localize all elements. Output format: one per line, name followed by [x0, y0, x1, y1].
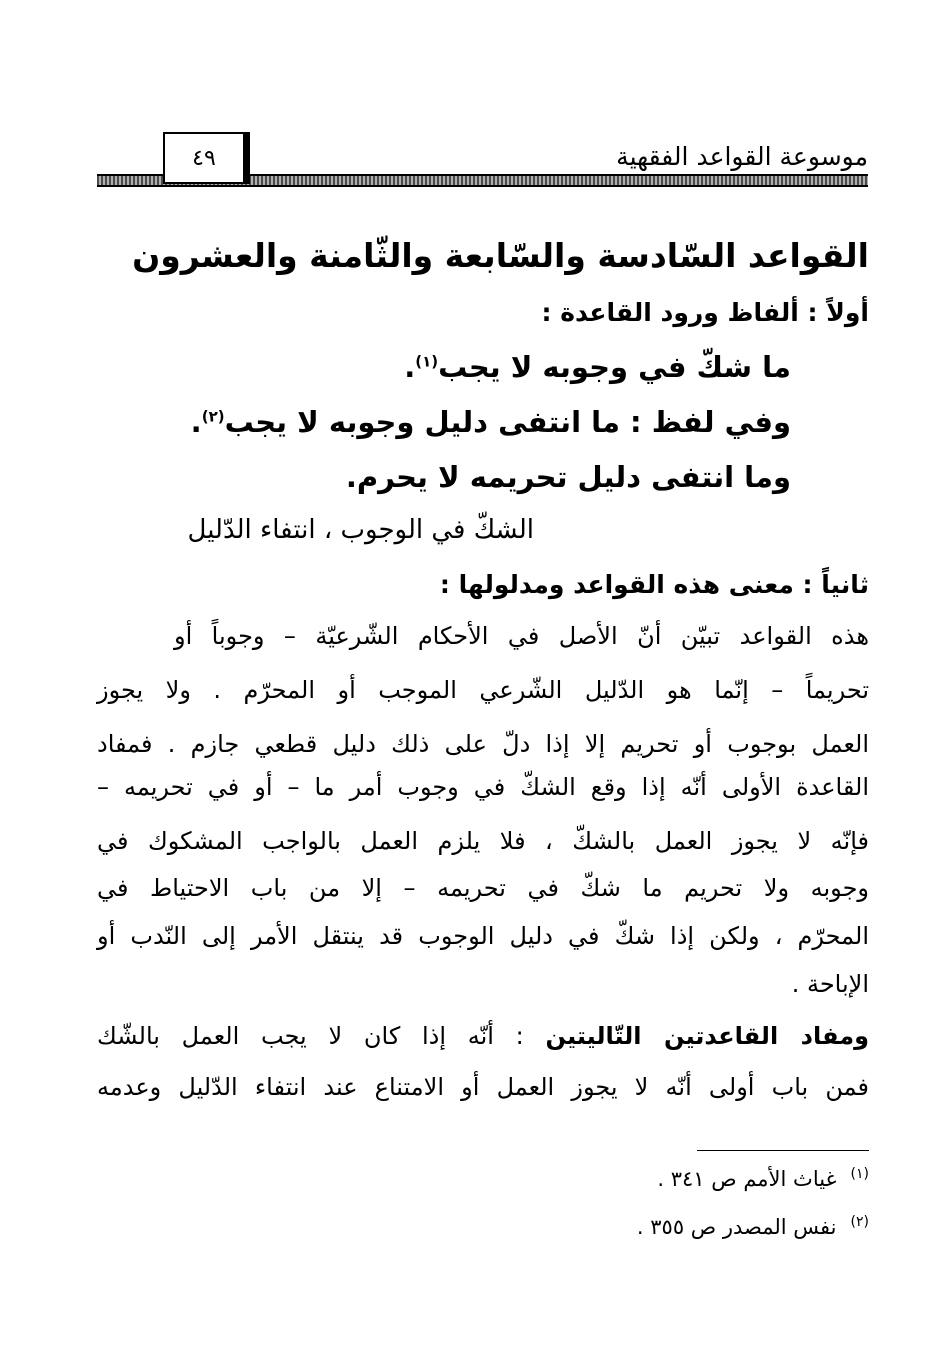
page-number: ٤٩ — [192, 145, 216, 171]
paragraph-line-3: العمل بوجوب أو تحريم إلا إذا دلّ على ذلك دليل قطعي جازم . فمفاد — [97, 730, 869, 758]
rule-1-end: . — [404, 350, 416, 384]
keywords-line: الشكّ في الوجوب ، انتفاء الدّليل — [187, 515, 534, 545]
footnote-2-text: نفس المصدر ص ٣٥٥ . — [636, 1215, 837, 1239]
paragraph2-lead: ومفاد القاعدتين التّاليتين — [545, 1022, 870, 1050]
main-content — [97, 0, 869, 1369]
rule-phrase-1 — [404, 350, 791, 384]
paragraph-line-6: وجوبه ولا تحريم ما شكّ في تحريمه – إلا من باب الاحتياط في — [97, 874, 869, 902]
paragraph-line-4: القاعدة الأولى أنّه إذا وقع الشكّ في وجوب أمر ما – أو في تحريمه – — [97, 773, 869, 801]
rule-2-text: وفي لفظ : ما انتفى دليل وجوبه لا يجب — [224, 405, 791, 439]
page-number-box — [163, 132, 250, 184]
paragraph2-line-1 — [97, 1022, 869, 1050]
footnote-ref-1[interactable]: (١) — [415, 352, 439, 371]
footnote-1-number: (١) — [850, 1166, 869, 1182]
paragraph-line-1: هذه القواعد تبيّن أنّ الأصل في الأحكام الشّرعيّة – وجوباً أو — [174, 622, 869, 650]
paragraph-line-2: تحريماً – إنّما هو الدّليل الشّرعي الموجب أو المحرّم . ولا يجوز — [97, 676, 869, 704]
paragraph-line-8: الإباحة . — [791, 970, 869, 998]
footnote-ref-2[interactable]: (٢) — [201, 407, 225, 426]
paragraph2-line-2: فمن باب أولى أنّه لا يجوز العمل أو الامتناع عند انتفاء الدّليل وعدمه — [97, 1073, 869, 1101]
rule-2-end: . — [190, 405, 202, 439]
footnote-2-number: (٢) — [850, 1214, 869, 1230]
section-heading: القواعد السّادسة والسّابعة والثّامنة والعشرون — [132, 236, 869, 275]
footnote-1 — [657, 1166, 869, 1191]
section2-title: ثانياً : معنى هذه القواعد ومدلولها : — [439, 570, 869, 599]
footnote-2 — [637, 1214, 869, 1239]
paragraph-line-7: المحرّم ، ولكن إذا شكّ في دليل الوجوب قد ينتقل الأمر إلى النّدب أو — [97, 922, 869, 950]
section1-title: أولاً : ألفاظ ورود القاعدة : — [541, 298, 869, 327]
book-title: موسوعة القواعد الفقهية — [616, 142, 868, 171]
footnote-separator — [697, 1150, 869, 1151]
footnote-1-text: غياث الأمم ص ٣٤١ . — [657, 1167, 837, 1191]
paragraph2-rest: : أنّه إذا كان لا يجب العمل بالشّك — [97, 1022, 546, 1050]
rule-phrase-3: وما انتفى دليل تحريمه لا يحرم. — [345, 460, 791, 494]
rule-phrase-2 — [191, 405, 791, 439]
paragraph-line-5: فإنّه لا يجوز العمل بالشكّ ، فلا يلزم العمل بالواجب المشكوك في — [97, 827, 869, 855]
rule-1-text: ما شكّ في وجوبه لا يجب — [438, 350, 791, 384]
